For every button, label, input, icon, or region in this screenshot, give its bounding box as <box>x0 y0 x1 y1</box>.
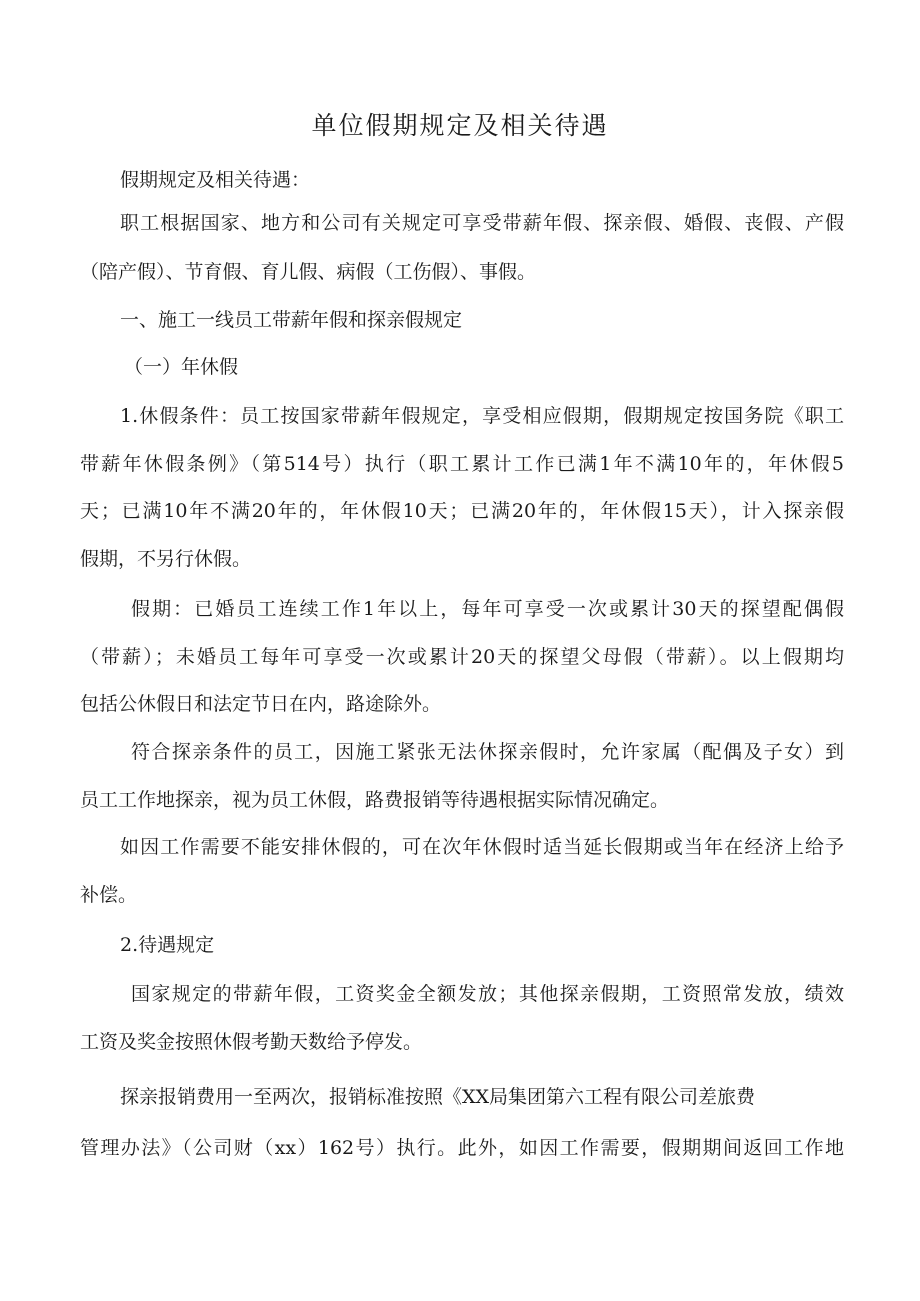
paragraph-line: 包括公休假日和法定节日在内，路途除外。 <box>80 693 442 715</box>
paragraph-line: 天；已满10年不满20年的，年休假10天；已满20年的，年休假15天），计入探亲假 <box>80 500 844 522</box>
paragraph-line: （带薪）；未婚员工每年可享受一次或累计20天的探望父母假（带薪）。以上假期均 <box>80 646 844 668</box>
paragraph-line: 符合探亲条件的员工，因施工紧张无法休探亲假时，允许家属（配偶及子女）到 <box>131 741 844 763</box>
subsection-heading: （一）年休假 <box>124 356 239 378</box>
paragraph-line: 1.休假条件：员工按国家带薪年假规定，享受相应假期，假期规定按国务院《职工 <box>120 405 844 427</box>
paragraph-line: （陪产假）、节育假、育儿假、病假（工伤假）、事假。 <box>80 261 537 283</box>
paragraph-line: 工资及奖金按照休假考勤天数给予停发。 <box>80 1031 423 1053</box>
subsection-heading: 2.待遇规定 <box>120 934 215 956</box>
paragraph-line: 假期规定及相关待遇： <box>120 169 311 191</box>
paragraph-line: 带薪年休假条例》（第514号）执行（职工累计工作已满1年不满10年的，年休假5 <box>80 453 844 475</box>
document-title: 单位假期规定及相关待遇 <box>311 111 609 140</box>
section-heading: 一、施工一线员工带薪年假和探亲假规定 <box>120 309 463 331</box>
paragraph-line: 补偿。 <box>80 884 138 906</box>
paragraph-line: 假期：已婚员工连续工作1年以上，每年可享受一次或累计30天的探望配偶假 <box>131 598 844 620</box>
paragraph-line: 假期，不另行休假。 <box>80 548 252 570</box>
paragraph-line: 职工根据国家、地方和公司有关规定可享受带薪年假、探亲假、婚假、丧假、产假 <box>120 212 844 234</box>
paragraph-line: 管理办法》（公司财（xx）162号）执行。此外，如因工作需要，假期期间返回工作地 <box>80 1137 844 1159</box>
paragraph-line: 员工工作地探亲，视为员工休假，路费报销等待遇根据实际情况确定。 <box>80 789 670 811</box>
paragraph-line: 国家规定的带薪年假，工资奖金全额发放；其他探亲假期，工资照常发放，绩效 <box>131 983 844 1005</box>
paragraph-line: 探亲报销费用一至两次，报销标准按照《XX局集团第六工程有限公司差旅费 <box>120 1086 756 1108</box>
paragraph-line: 如因工作需要不能安排休假的，可在次年休假时适当延长假期或当年在经济上给予 <box>120 836 844 858</box>
